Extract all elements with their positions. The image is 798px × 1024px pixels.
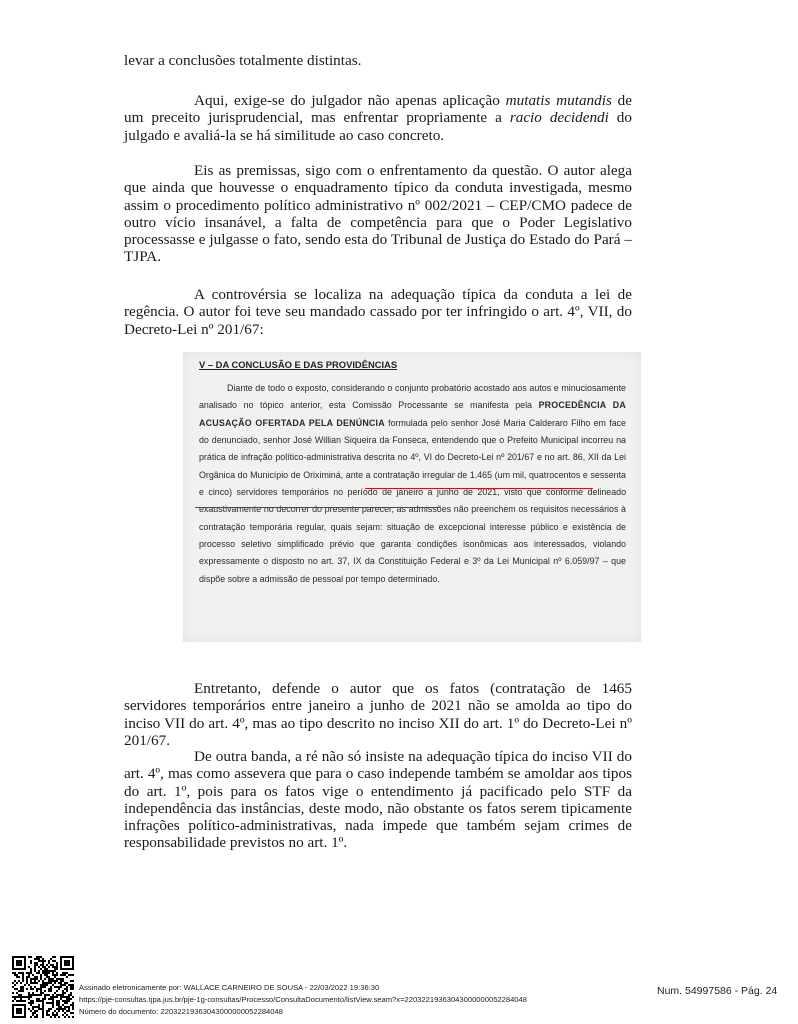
excerpt-text-1: Diante de todo o exposto, considerando o conjunto probatório acostado aos autos e minuciosamente analisado no tópico anterior, esta Comissão Processante se manifesta pela [199,383,626,411]
paragraph-2-text-a: Aqui, exige-se do julgador não apenas aplicação [194,92,506,109]
document-number: Número do documento: 22032219363043000000052284048 [79,1007,283,1016]
scanned-excerpt [183,352,641,642]
excerpt-title: V – DA CONCLUSÃO E DAS PROVIDÊNCIAS [199,359,398,370]
red-underline-2 [195,507,439,508]
excerpt-text-2: formulada pelo senhor José Maria Calderaro Filho em face do denunciado, senhor José Willian Siqueira da Fonseca, entendendo que o Prefeito Municipal incorreu na prática de infração político-administrativa descrita no 4º, VI do Decreto-Lei nº 201/67 e no art. 86, XII da Lei Orgânica do Município de Oriximiná, ante a contratação irregular de 1.465 (um mil, quatrocentos e sessenta e cinco) servidores temporários no período de janeiro a junho de 2021, visto que conforme delineado exaustivamente no decorrer do presente parecer, as admissões não preenchem os requisitos necessários à contratação temporária regular, quais sejam: situação de excepcional interesse público e existência de processo seletivo simplificado prévio que garanta condições isonômicas aos interessados, violando expressamente o disposto no art. 37, IX da Constituição Federal e 3º da Lei Municipal nº 6.059/97 – que dispõe sobre a admissão de pessoal por tempo determinado. [199,417,626,584]
paragraph-1: levar a conclusões totalmente distintas. [124,52,362,69]
signature-line: Assinado eletronicamente por: WALLACE CARNEIRO DE SOUSA - 22/03/2022 19:36:30 [79,983,380,992]
paragraph-2-text-c: do julgado e avaliá-la se há similitude ao caso concreto. [124,109,632,144]
paragraph-4: A controvérsia se localiza na adequação típica da conduta a lei de regência. O autor foi teve seu mandado cassado por ter infringido o art. 4º, VII, do Decreto-Lei nº 201/67: [124,286,632,338]
paragraph-2 [124,92,632,144]
qr-code-icon [10,954,76,1020]
paragraph-5: Entretanto, defende o autor que os fatos (contratação de 1465 servidores temporários entre janeiro a junho de 2021 não se amolda ao tipo do inciso VII do art. 4º, mas ao tipo descrito no inciso XII do art. 1º do Decreto-Lei nº 201/67. [124,680,632,749]
paragraph-2-text-b: de um preceito jurisprudencial, mas enfrentar propriamente a [124,92,632,127]
red-underline-1 [365,488,593,489]
excerpt-bold: PROCEDÊNCIA DA ACUSAÇÃO OFERTADA PELA DENÚNCIA [199,400,627,428]
paragraph-2-italic-a: mutatis mutandis [505,92,612,109]
paragraph-6: De outra banda, a ré não só insiste na adequação típica do inciso VII do art. 4º, mas como assevera que para o caso independe também se amoldar aos tipos do art. 1º, pois para os fatos vige o entendimento já pacificado pelo STF da independência das instâncias, deste modo, não obstante os fatos serem tipicamente infrações político-administrativas, nada impede que também sejam crimes de responsabilidade previstos no art. 1º. [124,748,632,852]
page-number: Num. 54997586 - Pág. 24 [657,985,778,997]
paragraph-3: Eis as premissas, sigo com o enfrentamento da questão. O autor alega que ainda que houvesse o enquadramento típico da conduta investigada, mesmo assim o procedimento político administrativo nº 002/2021 – CEP/CMO padece de outro vício insanável, a falta de competência para que o Poder Legislativo processasse e julgasse o fato, sendo esta do Tribunal de Justiça do Estado do Pará – TJPA. [124,162,632,266]
excerpt-body [199,380,626,588]
document-url[interactable]: https://pje-consultas.tjpa.jus.br/pje-1g-consultas/Processo/ConsultaDocumento/listView.seam?x=22032219363043000000052284048 [79,995,527,1004]
paragraph-2-italic-b: racio decidendi [509,109,609,127]
